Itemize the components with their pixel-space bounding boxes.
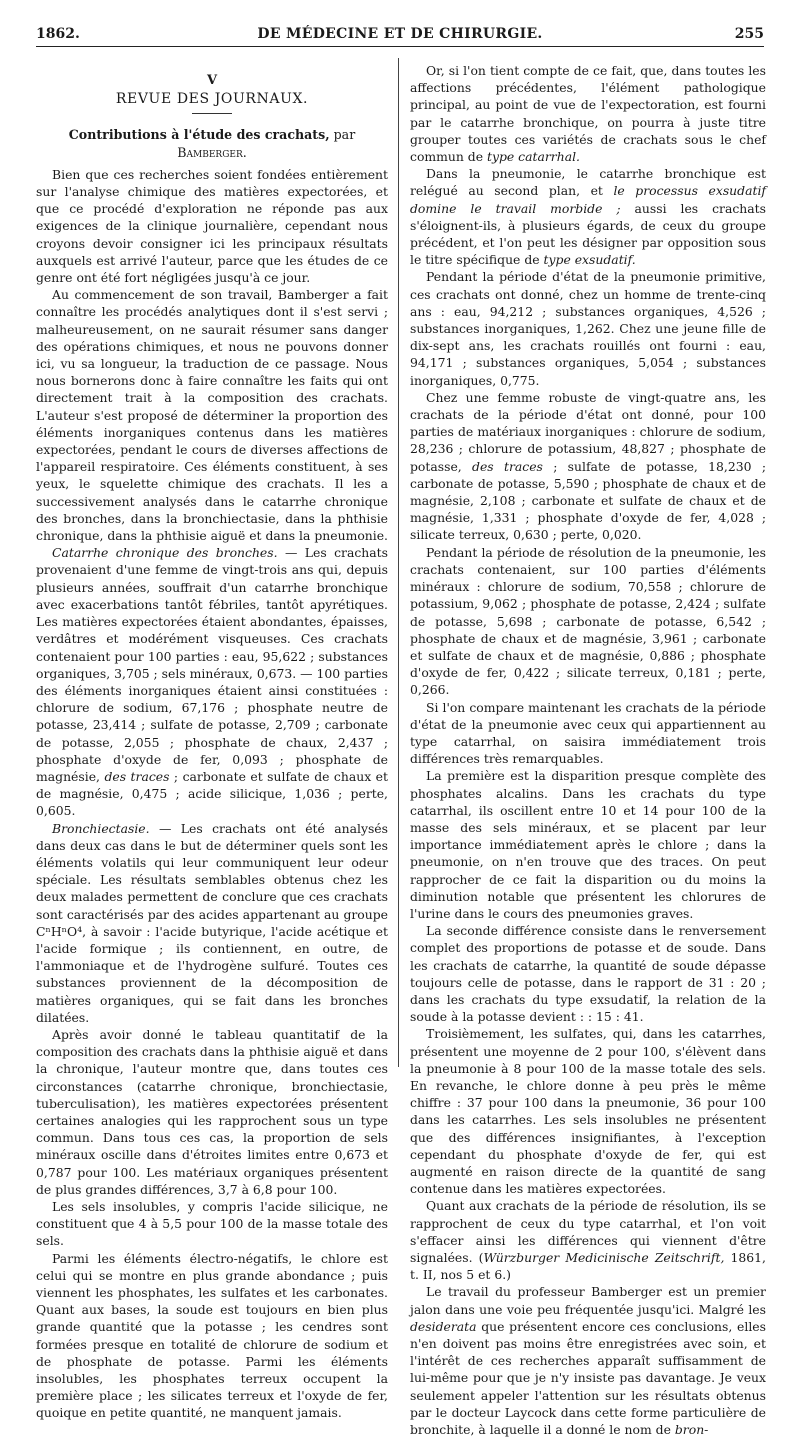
paragraph-text: que présentent encore ces conclusions, elles n'en doivent pas moins être enregistrées avec soin, et l'intérêt de ces recherches apparaît suffisamment de lui-même pour que je n'y insiste pas davantage. Je veux seulement appeler l'attention sur les résultats obtenus par le docteur Laycock dans cette forme particulière de bronchite, à laquelle il a donné le nom de	[410, 1318, 766, 1438]
left-column	[36, 62, 388, 1422]
paragraph-text: aussi les crachats s'éloignent-ils, à plusieurs égards, de ceux du groupe précédent, et l'on peut les désigner par opposition sous le titre spécifique de	[410, 200, 766, 268]
citation: Würzburger Medicinische Zeitschrift,	[483, 1250, 725, 1266]
paragraph: La première est la disparition presque complète des phosphates alcalins. Dans les crachats du type catarrhal, ils oscillent entre 10 et 14 pour 100 de la masse des sels minéraux, et se placent par leur importance immédiatement après le chlore ; dans la pneumonie, on n'en trouve que des traces. On peut rapprocher de ce fait la disparition ou du moins la diminution notable que présentent les chlorures de l'urine dans le cours des pneumonies graves.	[410, 768, 766, 921]
paragraph: Pendant la période d'état de la pneumonie primitive, ces crachats ont donné, chez un homme de trente-cinq ans : eau, 94,212 ; substances organiques, 4,526 ; substances inorganiques, 1,262. Chez une jeune fille de dix-sept ans, les crachats rouillés ont fourni : eau, 94,171 ; substances organiques, 5,054 ; substances inorganiques, 0,775.	[410, 269, 766, 388]
italic-text: des traces	[472, 458, 543, 474]
section-number: V	[206, 73, 218, 88]
paragraph	[410, 389, 766, 544]
right-column	[410, 62, 766, 1438]
subsection-label: Bronchiectasie.	[52, 820, 150, 836]
paragraph-text: Dans la pneumonie, le catarrhe bronchique est relégué au second plan, et	[410, 166, 766, 199]
running-header	[36, 26, 764, 47]
paragraph: Les sels insolubles, y compris l'acide silicique, ne constituent que 4 à 5,5 pour 100 de la masse totale des sels.	[36, 1199, 388, 1249]
paragraph-text: Le travail du professeur Bamberger est un premier jalon dans une voie peu fréquentée jusqu'ici. Malgré les	[410, 1284, 766, 1317]
paragraph: Parmi les éléments électro-négatifs, le chlore est celui qui se montre en plus grande abondance ; puis viennent les phosphates, les sulfates et les carbonates. Quant aux bases, la soude est toujours en bien plus grande quantité que la potasse ; les cendres sont formées presque en totalité de chlorure de sodium et de phosphate de potasse. Parmi les éléments insolubles, les phosphates terreux occupent la première place ; les silicates terreux et l'oxyde de fer, quoique en petite quantité, ne manquent jamais.	[36, 1250, 388, 1421]
paragraph-text: — Les crachats provenaient d'une femme de vingt-trois ans qui, depuis plusieurs années, souffrait d'un catarrhe bronchique avec exacerbations tantôt fébriles, tantôt apyrétiques. Les matières expectorées étaient abondantes, épaisses, verdâtres et modérément visqueuses. Ces crachats contenaient pour 100 parties : eau, 95,622 ; substances organiques, 3,705 ; sels minéraux, 0,673. — 100 parties des éléments inorganiques étaient ainsi constituées : chlorure de sodium, 67,176 ; phosphate neutre de potasse, 23,414 ; sulfate de potasse, 2,709 ; carbonate de potasse, 2,055 ; phosphate de chaux, 2,437 ; phosphate d'oxyde de fer, 0,093 ; phosphate de magnésie,	[36, 545, 388, 784]
header-title: DE MÉDECINE ET DE CHIRURGIE.	[257, 26, 543, 42]
paragraph-text: Quant aux crachats de la période de résolution, ils se rapprochent de ceux du type catarrhal, et l'on voit s'effacer ainsi les différences qui viennent d'être signalées. (	[410, 1198, 766, 1266]
article-author: Bamberger.	[177, 144, 247, 160]
paragraph	[410, 165, 766, 268]
paragraph-text: ; carbonate et sulfate de chaux et de magnésie, 0,475 ; acide silicique, 1,036 ; perte, 0,605.	[36, 768, 388, 819]
italic-text: le processus exsudatif domine le travail morbide ;	[410, 183, 767, 216]
subsection-label: Catarrhe chronique des bronches.	[52, 545, 278, 561]
section-title: REVUE DES JOURNAUX.	[36, 91, 388, 120]
column-divider	[398, 58, 399, 1067]
paragraph: Si l'on compare maintenant les crachats de la période d'état de la pneumonie avec ceux qui appartiennent au type catarrhal, on saisira immédiatement trois différences très remarquables.	[410, 699, 766, 767]
paragraph	[410, 1197, 766, 1283]
paragraph: La seconde différence consiste dans le renversement complet des proportions de potasse et de soude. Dans les crachats de catarrhe, la quantité de soude dépasse toujours celle de potasse, dans le rapport de 31 : 20 ; dans les crachats du type exsudatif, la relation de la soude à la potasse devient : : 15 : 41.	[410, 923, 766, 1025]
paragraph: Au commencement de son travail, Bamberger a fait connaître les procédés analytiques dont il s'est servi ; malheureusement, on ne saurait résumer sans danger des opérations chimiques, et nous ne pouvons donner ici, vu sa longueur, la traduction de ce passage. Nous nous bornerons donc à faire connaître les faits qui ont directement trait à la composition des crachats. L'auteur s'est proposé de déterminer la proportion des éléments inorganiques contenus dans les matières expectorées, pendant le cours de diverses affections de l'appareil respiratoire. Ces éléments constituent, à ses yeux, le squelette chimique des crachats. Il les a successivement analysés dans le catarrhe chronique des bronches, dans la bronchiectasie, dans la phthisie chronique, dans la phthisie aiguë et dans la pneumonie.	[36, 287, 388, 544]
italic-text: type exsudatif.	[543, 252, 636, 268]
paragraph-text: ; sulfate de potasse, 18,230 ; carbonate de potasse, 5,590 ; phosphate de chaux et de magnésie, 2,108 ; carbonate et sulfate de chaux et de magnésie, 1,331 ; phosphate d'oxyde de fer, 4,028 ; silicate terreux, 0,630 ; perte, 0,020.	[410, 458, 766, 543]
paragraph	[36, 544, 388, 819]
italic-text: type catarrhal.	[487, 149, 580, 165]
italic-text: desiderata	[410, 1318, 477, 1334]
paragraph	[410, 1283, 766, 1438]
paragraph-text: — Les crachats ont été analysés dans deux cas dans le but de déterminer quels sont les éléments volatils qui leur communiquent leur odeur spéciale. Les résultats semblables obtenus chez les deux malades permettent de conclure que ces crachats sont caractérisés par des acides appartenant au groupe CⁿHⁿO⁴, à savoir : l'acide butyrique, l'acide acétique et l'acide formique ; ils contiennent, en outre, de l'ammoniaque et de l'hydrogène sulfuré. Toutes ces substances proviennent de la décomposition de matières organiques, qui se fait dans les bronches dilatées.	[36, 820, 388, 1025]
paragraph-text: 1861, t. II, nos 5 et 6.)	[410, 1250, 766, 1283]
header-year: 1862.	[36, 26, 80, 42]
paragraph: Après avoir donné le tableau quantitatif de la composition des crachats dans la phthisie aiguë et dans la chronique, l'auteur montre que, dans toutes ces circonstances (catarrhe chronique, bronchiectasie, tuberculisation), les matières expectorées présentent certaines analogies qui les rapprochent sous un type commun. Dans tous ces cas, la proportion de sels minéraux oscille dans d'étroites limites entre 0,673 et 0,787 pour 100. Les matériaux organiques présentent de plus grandes différences, 3,7 à 6,8 pour 100.	[36, 1026, 388, 1197]
paragraph: Pendant la période de résolution de la pneumonie, les crachats contenaient, sur 100 parties d'éléments minéraux : chlorure de sodium, 70,558 ; chlorure de potassium, 9,062 ; phosphate de potasse, 2,424 ; sulfate de potasse, 5,698 ; carbonate de potasse, 6,542 ; phosphate de chaux et de magnésie, 3,961 ; carbonate et sulfate de chaux et de magnésie, 0,886 ; phosphate d'oxyde de fer, 0,422 ; silicate terreux, 0,181 ; perte, 0,266.	[410, 544, 766, 698]
paragraph: Bien que ces recherches soient fondées entièrement sur l'analyse chimique des matières expectorées, et que ce procédé d'exploration ne réponde pas aux exigences de la clinique journalière, cependant nous croyons devoir consigner ici les principaux résultats auxquels est arrivé l'auteur, parce que les études de ce genre ont été fort négligées jusqu'à ce jour.	[36, 166, 388, 286]
article-title: Contributions à l'étude des crachats,	[68, 127, 330, 143]
italic-text: bron-	[674, 1422, 709, 1438]
paragraph	[36, 820, 388, 1026]
paragraph-text: Chez une femme robuste de vingt-quatre ans, les crachats de la période d'état ont donné, pour 100 parties de matériaux inorganiques : chlorure de sodium, 28,236 ; chlorure de potassium, 48,827 ; phosphate de potasse,	[410, 389, 766, 474]
paragraph: Troisièmement, les sulfates, qui, dans les catarrhes, présentent une moyenne de 2 pour 100, s'élèvent dans la pneumonie à 8 pour 100 de la masse totale des sels. En revanche, le chlore donne à peu près le même chiffre : 37 pour 100 dans la pneumonie, 36 pour 100 dans les catarrhes. Les sels insolubles ne présentent que des différences insignifiantes, à l'exception cependant du phosphate d'oxyde de fer, qui est augmenté en raison directe de la quantité de sang contenue dans les matières expectorées.	[410, 1026, 766, 1197]
paragraph	[410, 62, 766, 165]
paragraph-text: Or, si l'on tient compte de ce fait, que, dans toutes les affections précédentes, l'élément pathologique principal, au point de vue de l'expectoration, est fourni par le catarrhe bronchique, on pourra à juste titre grouper toutes ces variétés de crachats sous le chef commun de	[410, 63, 766, 165]
article-heading	[36, 126, 388, 160]
italic-text: des traces	[104, 768, 170, 784]
article-by: par	[333, 127, 356, 143]
page-number: 255	[734, 26, 764, 42]
